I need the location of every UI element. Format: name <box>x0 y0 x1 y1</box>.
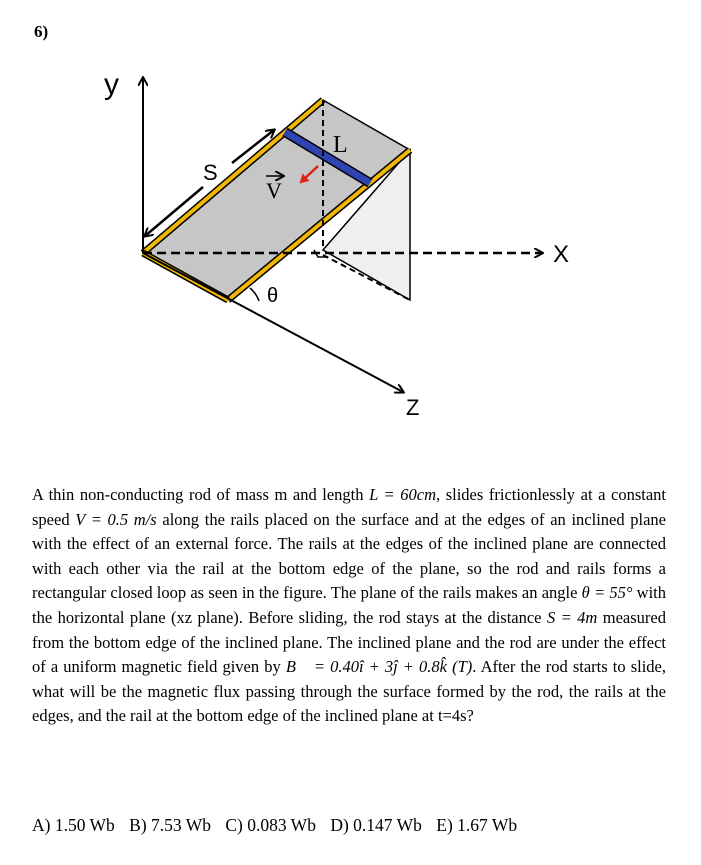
problem-text-3: along the rails placed on the surface and at the edges of an inclined plane with the effect of an external force. The rails at the edges of the inclined plane are connected with each other via the rail at the bottom edge of the plane, so the rod and rails forms a rectangular closed loop as seen in the figure. The plane of the rails makes an angle <box>32 509 666 603</box>
velocity-label: V <box>266 178 282 203</box>
question-number: 6) <box>34 22 49 41</box>
answer-choices <box>32 815 527 836</box>
choice-a[interactable]: A) 1.50 Wb <box>32 815 115 835</box>
distance-equation: S = 4m <box>546 607 598 627</box>
problem-text-2: , slides frictionlessly at a constant speed <box>32 485 666 529</box>
problem-text-4: with the horizontal plane (xz plane). Before sliding, the rod stays at the distance <box>32 583 666 627</box>
z-axis-label: Z <box>406 395 420 420</box>
angle-label: θ <box>267 285 279 307</box>
problem-text-5: measured from the bottom edge of the inclined plane. The inclined plane and the rod are under the effect of a uniform magnetic field given by <box>32 607 666 677</box>
choice-d[interactable]: D) 0.147 Wb <box>330 815 422 835</box>
choice-c[interactable]: C) 0.083 Wb <box>225 815 316 835</box>
x-axis-label: X <box>553 241 570 268</box>
problem-text-6: . After the rod starts to slide, what will be the magnetic flux passing through the surface formed by the rod, the rails at the edges, and the rail at the bottom edge of the inclined plane at t=4s? <box>32 657 666 726</box>
angle-arc <box>250 288 259 301</box>
distance-label: S <box>203 160 218 185</box>
length-equation: L = 60cm <box>369 485 437 504</box>
problem-statement <box>32 483 666 729</box>
angle-equation: θ = 55° <box>581 583 633 603</box>
y-axis-label: y <box>104 68 119 101</box>
choice-e[interactable]: E) 1.67 Wb <box>436 815 518 835</box>
length-label: L <box>333 132 348 158</box>
speed-equation: V = 0.5 m/s <box>75 509 157 529</box>
field-equation: B⃗ = 0.40î + 3ĵ + 0.8k̂ (T) <box>285 657 473 677</box>
choice-b[interactable]: B) 7.53 Wb <box>129 815 211 835</box>
problem-text-1: A thin non-conducting rod of mass m and length <box>32 485 370 504</box>
